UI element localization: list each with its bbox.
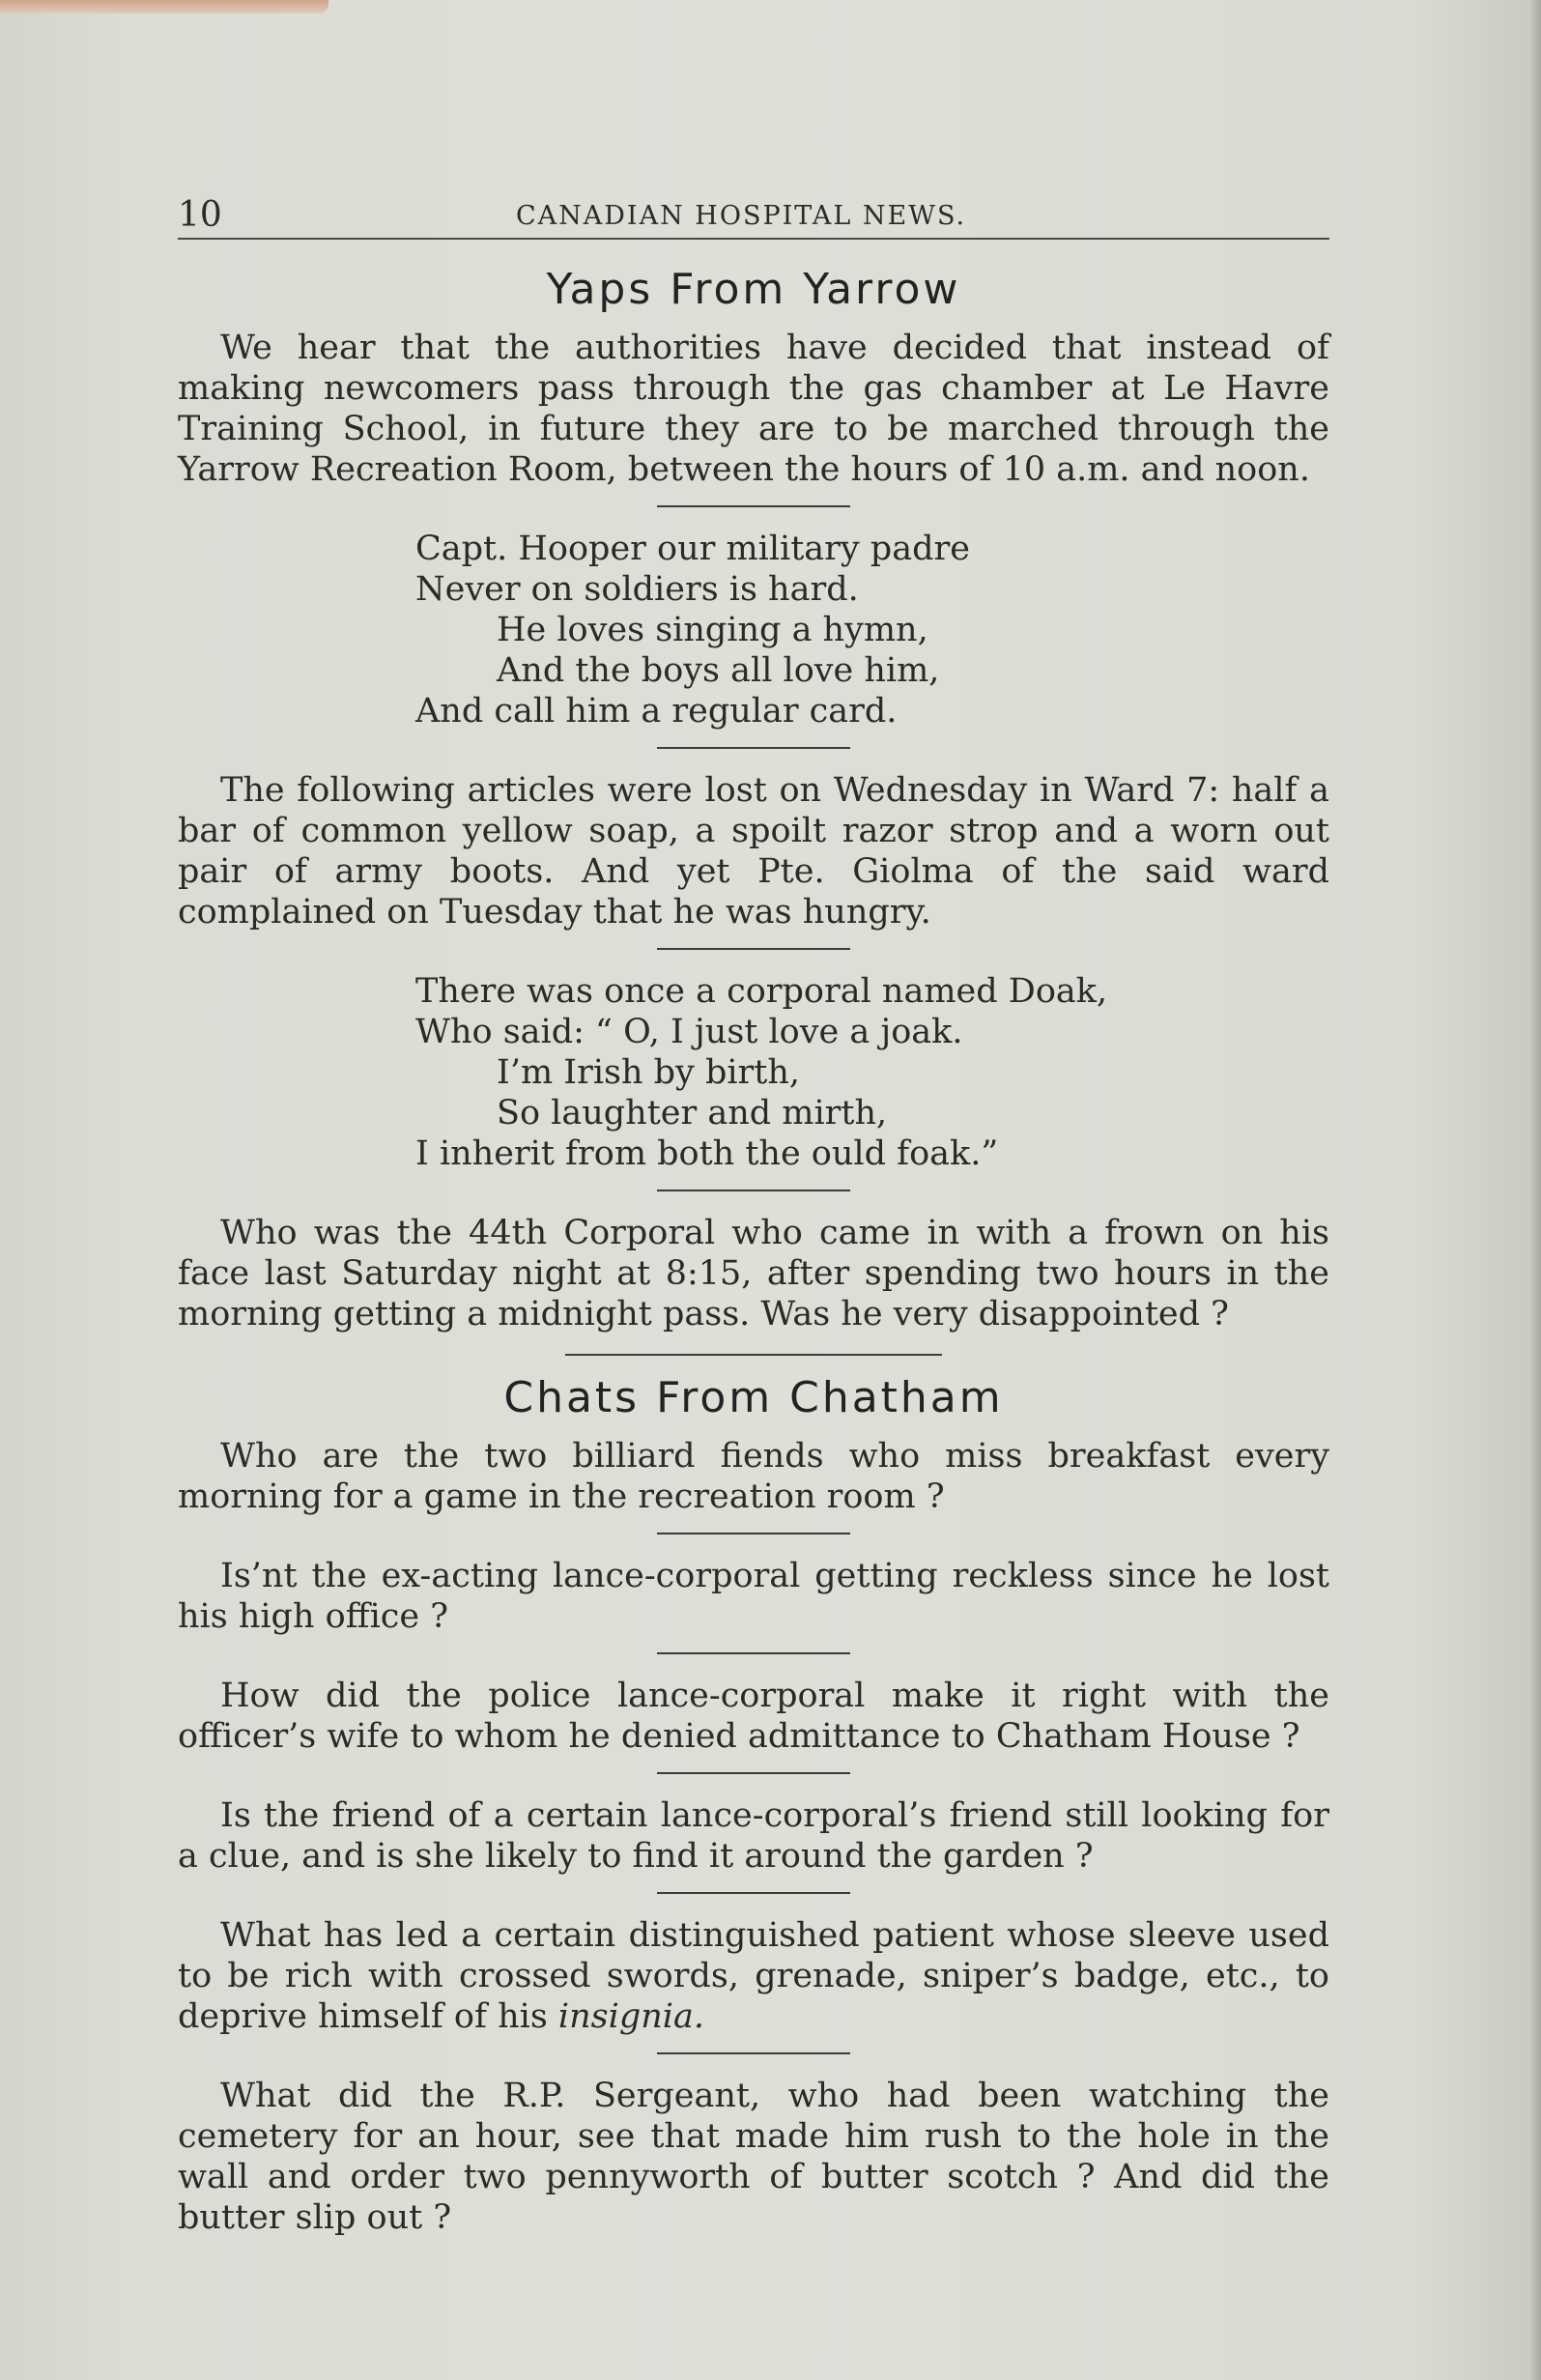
question-friend: Is the friend of a certain lance-corporal’s friend still looking for a clue, and is she likely to find it around the garden ? xyxy=(178,1796,1329,1876)
divider xyxy=(657,1190,850,1191)
verse-line: Never on soldiers is hard. xyxy=(415,570,859,609)
paper-corner xyxy=(0,0,328,14)
question-police: How did the police lance-corporal make it right with the officer’s wife to whom he denied admittance to Chatham House ? xyxy=(178,1677,1329,1756)
verse-line: So laughter and mirth, xyxy=(497,1094,888,1133)
question-lance-corporal: Is’nt the ex-acting lance-corporal getting reckless since he lost his high office ? xyxy=(178,1557,1329,1636)
question-insignia-text: What has led a certain distinguished patient whose sleeve used to be rich with crossed swords, grenade, sniper’s badge, etc., to deprive himself of his xyxy=(178,1916,1329,2036)
section-heading-chatham: Chats From Chatham xyxy=(503,1373,1004,1422)
page-number: 10 xyxy=(178,195,222,235)
paragraph-gas-chamber: We hear that the authorities have decided that instead of making newcomers pass through the gas chamber at Le Havre Training School, in future they are to be marched through the Yarrow Recreation Room, between the hours of 10 a.m. and noon. xyxy=(178,329,1329,489)
paragraph-44th-corporal: Who was the 44th Corporal who came in with a frown on his face last Saturday night at 8:15, after spending two hours in the morning getting a midnight pass. Was he very disappointed ? xyxy=(178,1214,1329,1333)
page-content xyxy=(178,251,1329,2238)
divider xyxy=(657,505,850,507)
section-divider xyxy=(565,1354,942,1356)
running-title: CANADIAN HOSPITAL NEWS. xyxy=(516,201,967,231)
insignia-italic: insignia. xyxy=(557,1997,704,2036)
section-heading-yarrow: Yaps From Yarrow xyxy=(546,265,961,314)
page-header xyxy=(178,193,1329,240)
question-billiard: Who are the two billiard fiends who miss breakfast every morning for a game in the recreation room ? xyxy=(178,1437,1329,1516)
paragraph-lost-articles: The following articles were lost on Wednesday in Ward 7: half a bar of common yellow soap, a spoilt razor strop and a worn out pair of army boots. And yet Pte. Giolma of the said ward complained on Tuesday that he was hungry. xyxy=(178,771,1329,932)
divider xyxy=(657,948,850,950)
divider xyxy=(657,2052,850,2054)
verse-line: Capt. Hooper our military padre xyxy=(415,530,970,568)
verse-line: He loves singing a hymn, xyxy=(497,611,928,649)
verse-line: And call him a regular card. xyxy=(415,692,898,731)
verse-line: There was once a corporal named Doak, xyxy=(415,972,1108,1011)
page-edge xyxy=(1527,0,1541,2380)
verse-line: Who said: “ O, I just love a joak. xyxy=(415,1013,963,1051)
verse-line: I’m Irish by birth, xyxy=(497,1053,801,1092)
verse-line: And the boys all love him, xyxy=(497,651,940,690)
divider xyxy=(657,747,850,749)
divider xyxy=(657,1892,850,1894)
verse-hooper xyxy=(415,529,1329,731)
divider xyxy=(657,1772,850,1774)
divider xyxy=(657,1533,850,1534)
verse-doak xyxy=(415,971,1329,1174)
verse-line: I inherit from both the ould foak.” xyxy=(415,1134,999,1173)
divider xyxy=(657,1652,850,1654)
question-insignia xyxy=(178,1915,1329,2037)
question-sergeant: What did the R.P. Sergeant, who had been watching the cemetery for an hour, see that made him rush to the hole in the wall and order two pennyworth of butter scotch ? And did the butter slip out ? xyxy=(178,2077,1329,2237)
